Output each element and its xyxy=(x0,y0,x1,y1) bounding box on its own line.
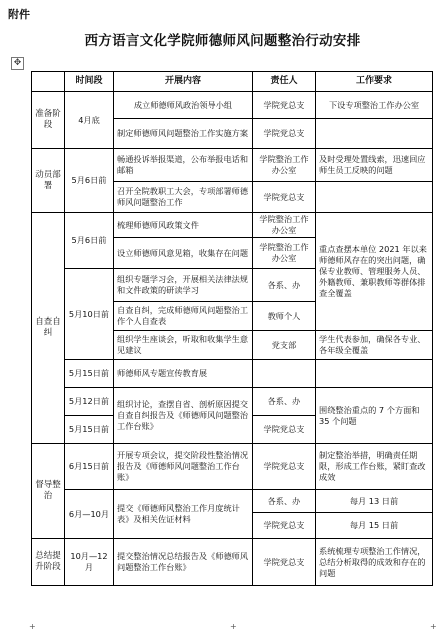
requirement-cell: 及时受理处置线索，迅速回应师生员工反映的问题 xyxy=(316,149,433,182)
content-cell: 组织学生座谈会，听取和收集学生意见建议 xyxy=(114,331,253,360)
content-cell: 组织讨论，查摆自省、剖析原因提交自查自纠报告及《师德师风问题整治工作台账》 xyxy=(114,388,253,444)
owner-cell: 学院党总支 xyxy=(253,182,316,213)
table-row xyxy=(32,388,433,416)
owner-cell: 各系、办 xyxy=(253,490,316,513)
time-cell: 4月底 xyxy=(65,92,114,149)
page-marker-icon: + xyxy=(29,622,36,631)
table-move-icon[interactable]: ✥ xyxy=(11,57,24,70)
stage-cell: 督导整治 xyxy=(32,444,65,539)
time-header: 时间段 xyxy=(65,72,114,92)
attachment-label: 附件 xyxy=(8,8,30,21)
content-header: 开展内容 xyxy=(114,72,253,92)
owner-cell: 学院党总支 xyxy=(253,92,316,119)
table-row xyxy=(32,360,433,388)
owner-cell: 学院党总支 xyxy=(253,444,316,490)
owner-cell: 学院党总支 xyxy=(253,416,316,444)
time-cell: 5月10日前 xyxy=(65,269,114,360)
requirement-cell xyxy=(316,119,433,149)
content-cell: 畅通投诉举报渠道，公布举报电话和邮箱 xyxy=(114,149,253,182)
requirement-cell xyxy=(316,182,433,213)
document-title: 西方语言文化学院师德师风问题整治行动安排 xyxy=(84,33,361,49)
content-cell: 梳理师德师风政策文件 xyxy=(114,213,253,238)
page-marker-icon: + xyxy=(230,622,237,631)
owner-cell: 各系、办 xyxy=(253,388,316,416)
time-cell: 5月15日前 xyxy=(65,416,114,444)
table-header-row xyxy=(32,72,433,92)
stage-cell: 自查自纠 xyxy=(32,213,65,444)
requirement-header: 工作要求 xyxy=(316,72,433,92)
content-cell: 制定师德师风问题整治工作实施方案 xyxy=(114,119,253,149)
stage-header xyxy=(32,72,65,92)
owner-cell: 学院整治工作办公室 xyxy=(253,213,316,238)
owner-cell xyxy=(253,360,316,388)
time-cell: 5月15日前 xyxy=(65,360,114,388)
content-cell: 组织专题学习会，开展相关法律法规和文件政策的研读学习 xyxy=(114,269,253,302)
owner-cell: 党支部 xyxy=(253,331,316,360)
owner-cell: 各系、办 xyxy=(253,269,316,302)
owner-header: 责任人 xyxy=(253,72,316,92)
table-row xyxy=(32,213,433,238)
page-marker-icon: + xyxy=(430,622,437,631)
content-cell: 开展专项会议，提交阶段性整治情况报告及《师德师风问题整治工作台账》 xyxy=(114,444,253,490)
table-row xyxy=(32,490,433,513)
time-cell: 5月6日前 xyxy=(65,213,114,269)
action-plan-table xyxy=(31,71,433,586)
content-cell: 提交整治情况总结报告及《师德师风问题整治工作台账》 xyxy=(114,539,253,586)
table-row xyxy=(32,539,433,586)
content-cell: 设立师德师风意见箱，收集存在问题 xyxy=(114,238,253,269)
owner-cell: 学院党总支 xyxy=(253,539,316,586)
requirement-cell: 重点查摆本单位 2021 年以来师德师风存在的突出问题，确保专业教师、管理服务人员、外籍教师、兼职教师等群体排查全覆盖 xyxy=(316,213,433,331)
requirement-cell xyxy=(316,360,433,388)
page-footer-marks xyxy=(0,622,445,633)
time-cell: 6月—10月 xyxy=(65,490,114,539)
owner-cell: 学院党总支 xyxy=(253,119,316,149)
requirement-cell: 下设专项整治工作办公室 xyxy=(316,92,433,119)
time-cell: 5月12日前 xyxy=(65,388,114,416)
content-cell: 成立师德师风政治领导小组 xyxy=(114,92,253,119)
owner-cell: 教师个人 xyxy=(253,302,316,331)
table-row xyxy=(32,92,433,119)
stage-cell: 总结提升阶段 xyxy=(32,539,65,586)
requirement-cell: 围绕整治重点的 7 个方面和 35 个问题 xyxy=(316,388,433,444)
requirement-cell: 学生代表参加，确保各专业、各年级全覆盖 xyxy=(316,331,433,360)
owner-cell: 学院整治工作办公室 xyxy=(253,238,316,269)
time-cell: 6月15日前 xyxy=(65,444,114,490)
requirement-cell: 系统梳理专项整治工作情况，总结分析取得的成效和存在的问题 xyxy=(316,539,433,586)
time-cell: 5月6日前 xyxy=(65,149,114,213)
stage-cell: 准备阶段 xyxy=(32,92,65,149)
requirement-cell: 每月 13 日前 xyxy=(316,490,433,513)
content-cell: 召开全院教职工大会，专项部署师德师风问题整治工作 xyxy=(114,182,253,213)
requirement-cell: 每月 15 日前 xyxy=(316,513,433,539)
owner-cell: 学院党总支 xyxy=(253,513,316,539)
content-cell: 师德师风专题宣传教育展 xyxy=(114,360,253,388)
time-cell: 10月—12月 xyxy=(65,539,114,586)
content-cell: 自查自纠，完成师德师风问题整治工作个人自查表 xyxy=(114,302,253,331)
requirement-cell: 制定整治举措，明确责任期限，形成工作台账，紧盯查改成效 xyxy=(316,444,433,490)
stage-cell: 动员部署 xyxy=(32,149,65,213)
owner-cell: 学院整治工作办公室 xyxy=(253,149,316,182)
table-row xyxy=(32,149,433,182)
content-cell: 提交《师德师风整治工作月度统计表》及相关佐证材料 xyxy=(114,490,253,539)
table-row xyxy=(32,444,433,490)
